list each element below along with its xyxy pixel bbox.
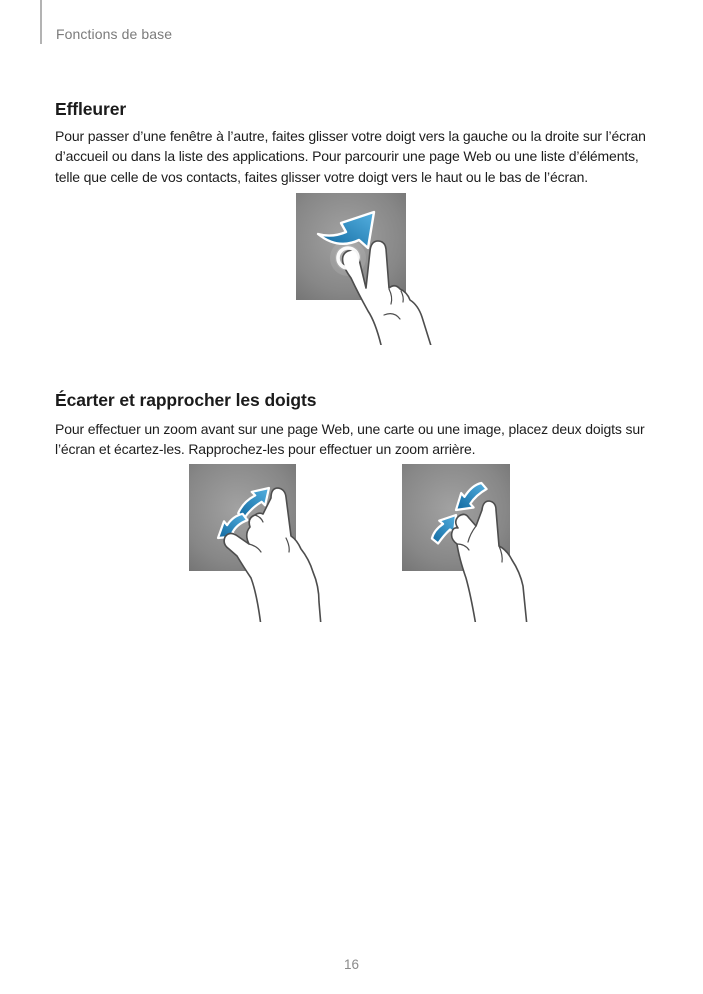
header-divider <box>40 0 42 44</box>
pinch-gesture-illustration <box>402 464 536 622</box>
hand-pinching-illustration <box>452 501 527 622</box>
section-heading-ecarter: Écarter et rapprocher les doigts <box>55 389 317 410</box>
pinch-gesture-svg <box>402 464 536 622</box>
section-body-effleurer: Pour passer d’une fenêtre à l’autre, faites glisser votre doigt vers la gauche ou la droite sur l’écran d’accueil ou dans la liste des applications. Pour parcourir une page Web ou une liste d’éléments, telle que celle de vos contacts, faites glisser votre doigt vers le haut ou le bas de l’écran. <box>55 128 646 185</box>
section-body-ecarter: Pour effectuer un zoom avant sur une page Web, une carte ou une image, placez deux doigts sur l’écran et écartez-les. Rapprochez-les pour effectuer un zoom arrière. <box>55 421 645 458</box>
page-number: 16 <box>343 957 360 972</box>
spread-gesture-illustration <box>189 464 337 622</box>
swipe-gesture-illustration <box>296 193 436 345</box>
running-header: Fonctions de base <box>56 26 173 42</box>
swipe-gesture-svg <box>296 193 436 345</box>
section-heading-effleurer: Effleurer <box>55 98 127 119</box>
spread-gesture-svg <box>189 464 337 622</box>
